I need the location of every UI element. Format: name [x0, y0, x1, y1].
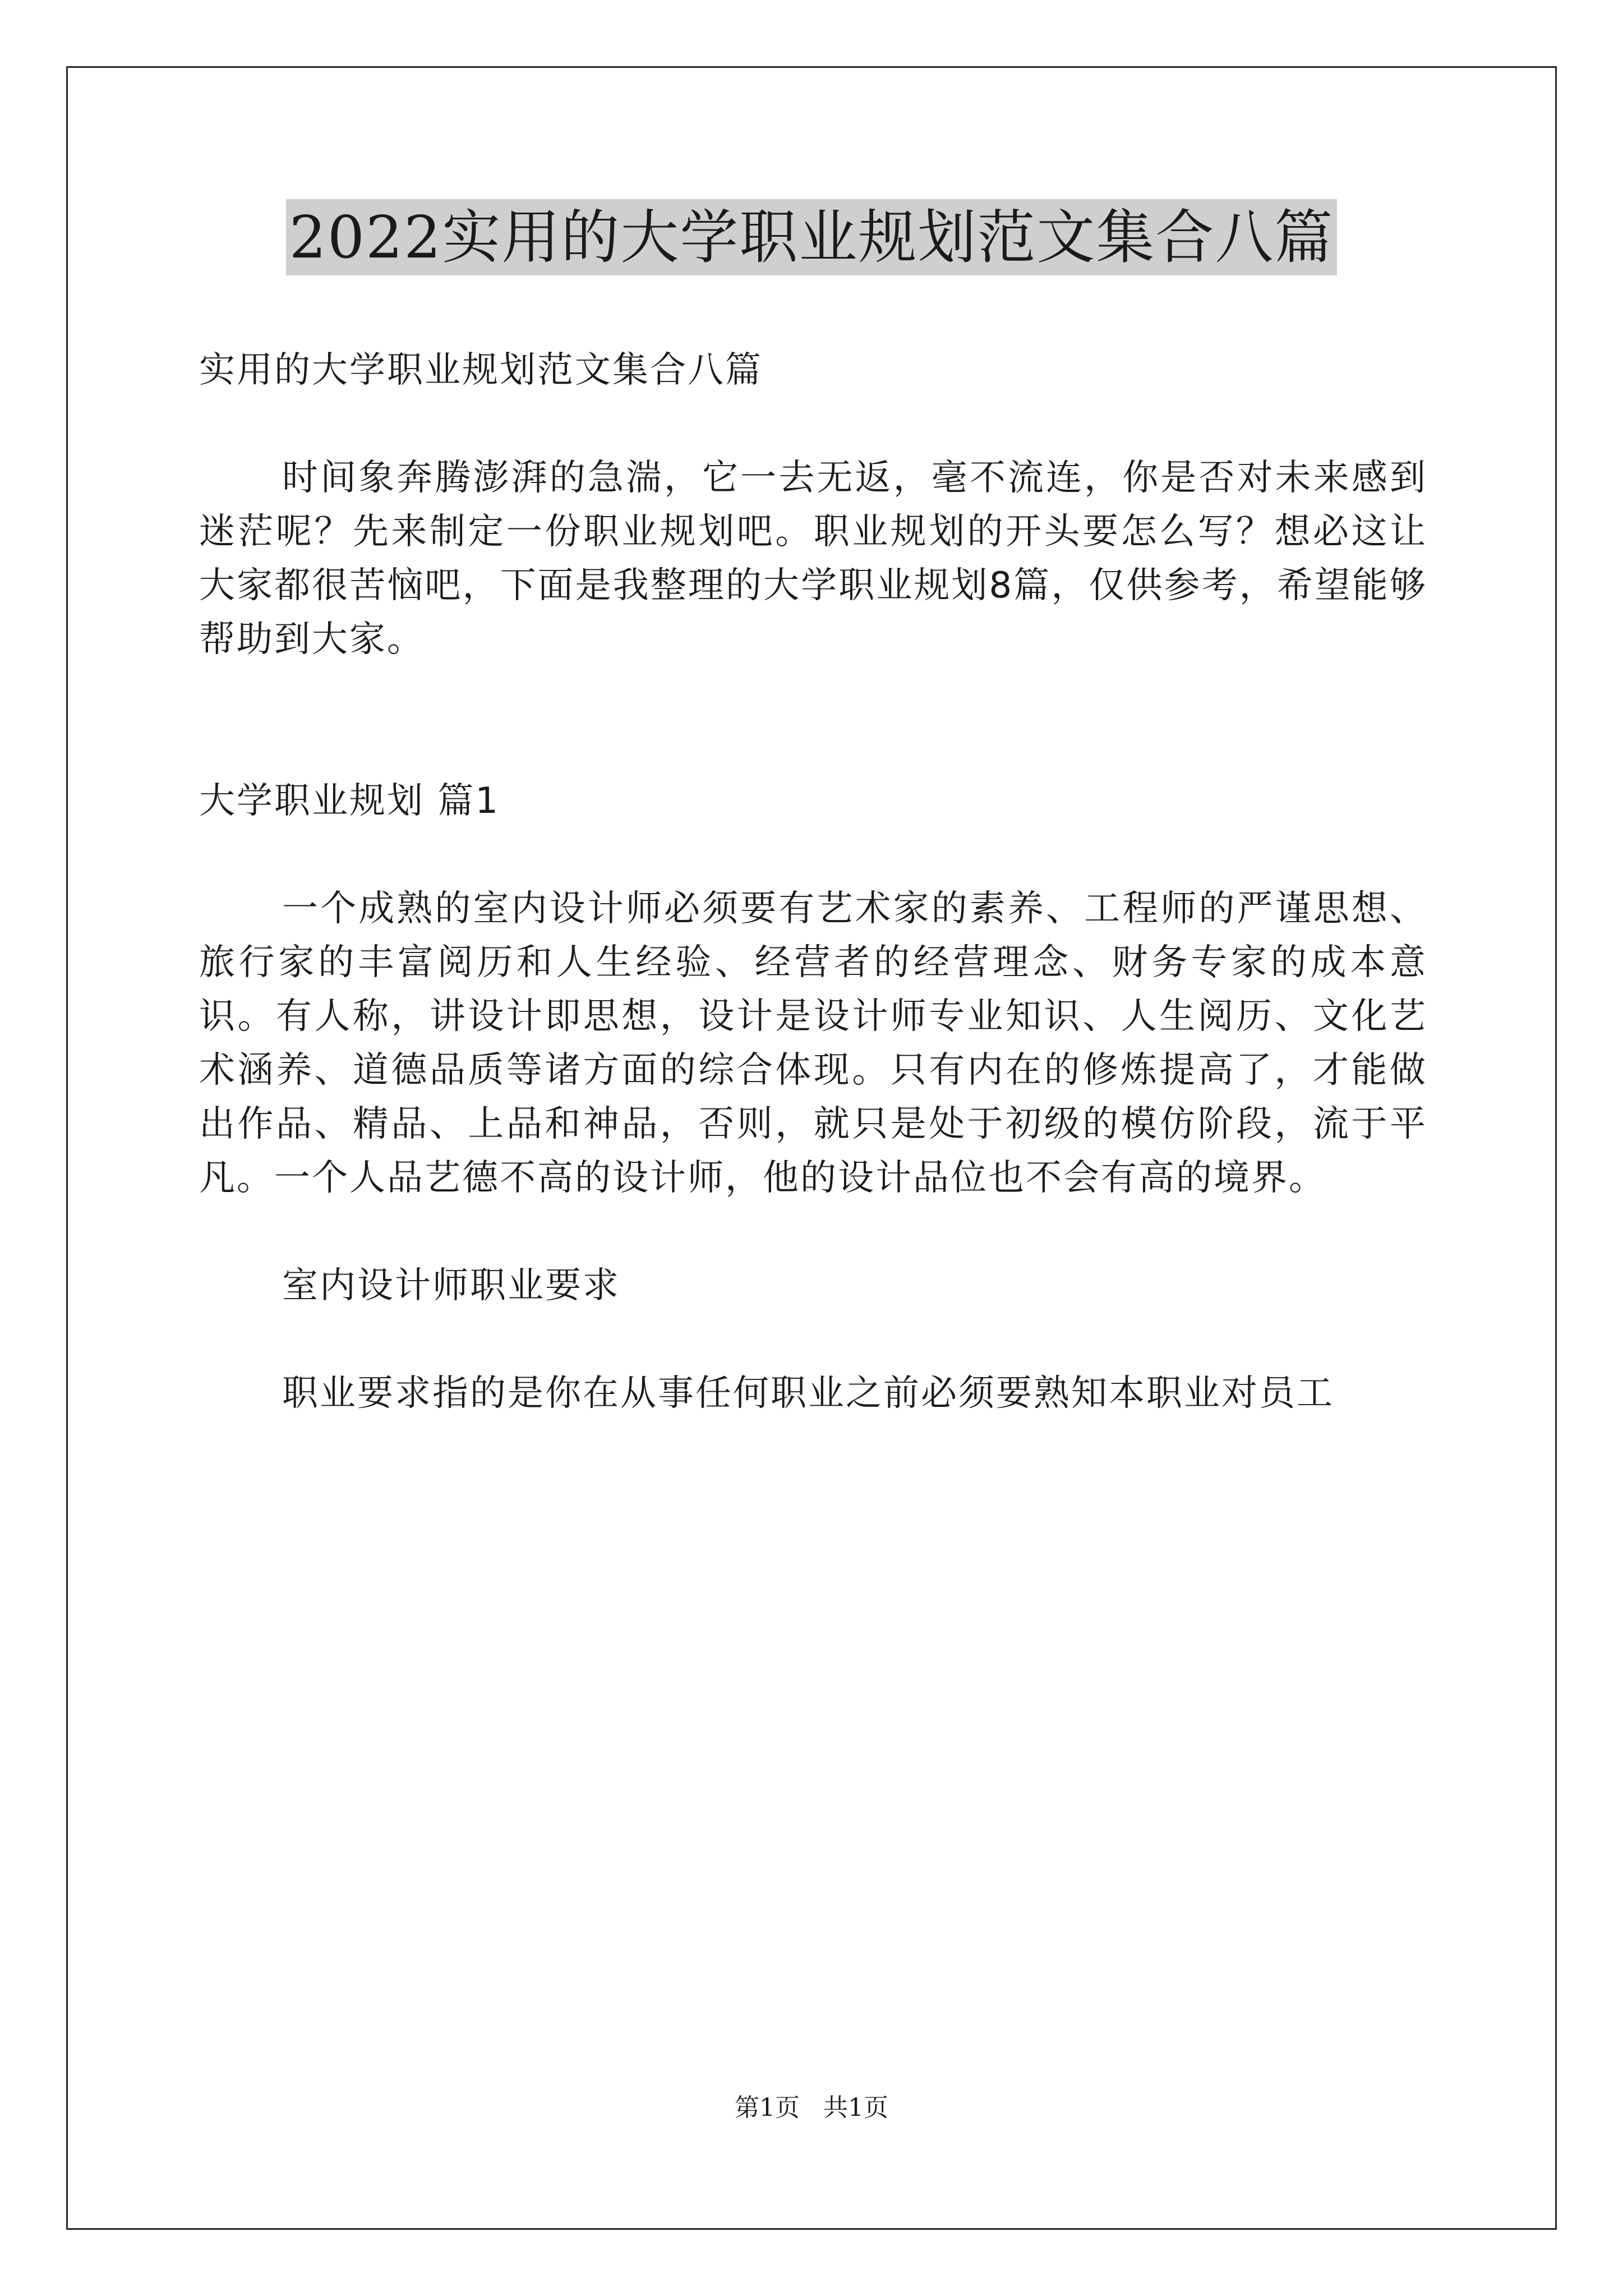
title-container: [0, 199, 1623, 275]
subheading: 室内设计师职业要求: [282, 1265, 620, 1306]
body-paragraph-2: 职业要求指的是你在从事任何职业之前必须要熟知本职业对员工: [282, 1373, 1334, 1414]
body-paragraph-1: 一个成熟的室内设计师必须要有艺术家的素养、工程师的严谨思想、旅行家的丰富阅历和人生经验、经营者的经营理念、财务专家的成本意识。有人称，讲设计即思想，设计是设计师专业知识、人生阅历、文化艺术涵养、道德品质等诸方面的综合体现。只有内在的修炼提高了，才能做出作品、精品、上品和神品，否则，就只是处于初级的模仿阶段，流于平凡。一个人品艺德不高的设计师，他的设计品位也不会有高的境界。: [199, 888, 1427, 1199]
document-subtitle: 实用的大学职业规划范文集合八篇: [199, 349, 763, 391]
document-body: [199, 343, 1427, 1474]
section-heading: 大学职业规划 篇1: [199, 780, 500, 822]
page-footer: [0, 2091, 1623, 2125]
page-number-current: 第1页: [735, 2093, 800, 2122]
intro-paragraph: 时间象奔腾澎湃的急湍，它一去无返，毫不流连，你是否对未来感到迷茫呢？先来制定一份职业规划吧。职业规划的开头要怎么写？想必这让大家都很苦恼吧，下面是我整理的大学职业规划8篇，仅供参考，希望能够帮助到大家。: [199, 457, 1427, 660]
document-title: 2022实用的大学职业规划范文集合八篇: [286, 199, 1338, 275]
page-number-total: 共1页: [823, 2093, 888, 2122]
